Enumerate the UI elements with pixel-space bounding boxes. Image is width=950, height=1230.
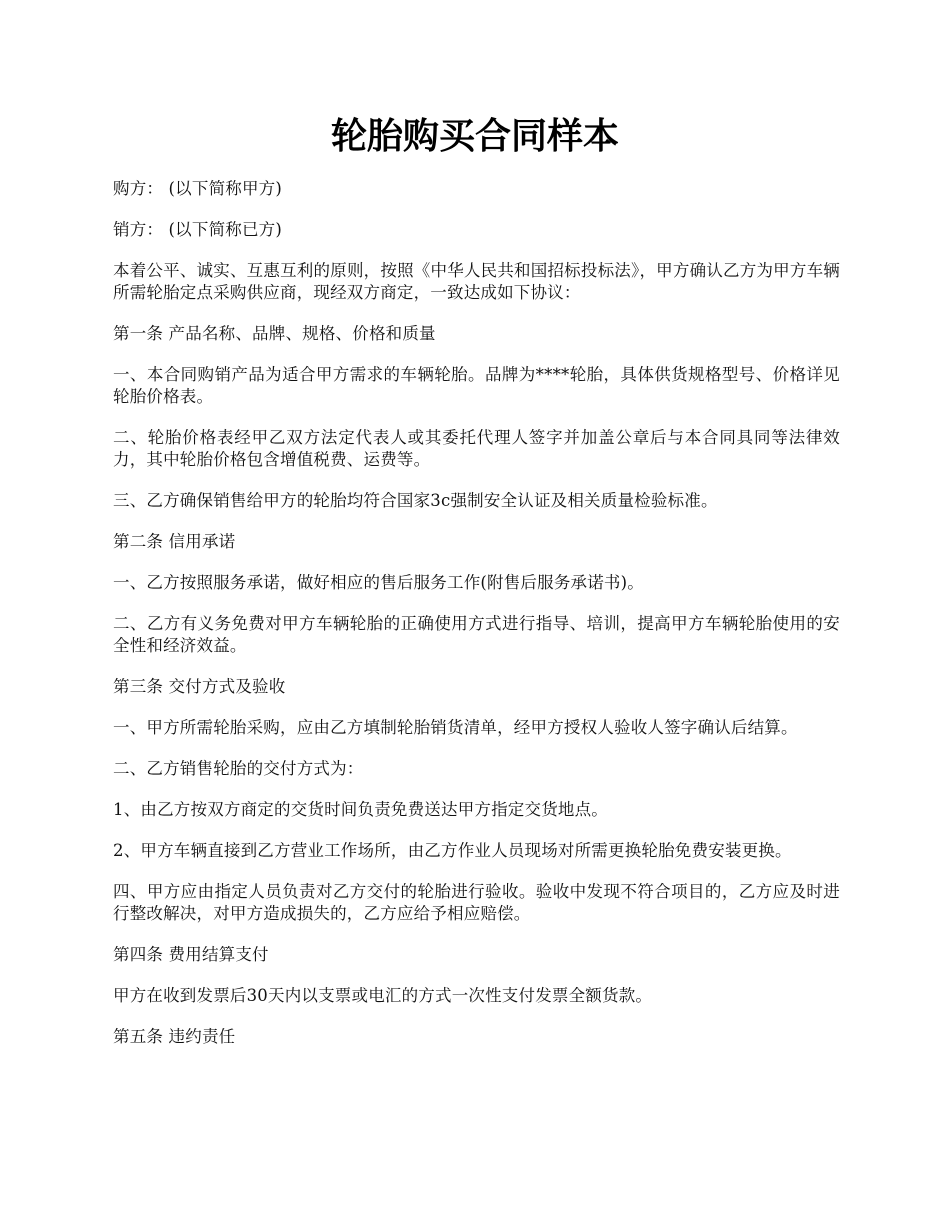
article-2-clause-1: 一、乙方按照服务承诺，做好相应的售后服务工作(附售后服务承诺书)。: [113, 573, 644, 592]
paragraph-seller: 销方： (以下简称已方): [113, 220, 283, 239]
article-2-clause-2: 二、乙方有义务免费对甲方车辆轮胎的正确使用方式进行指导、培训，提高甲方车辆轮胎使用的安全性和经济效益。: [113, 614, 840, 655]
article-3-clause-1: 一、甲方所需轮胎采购，应由乙方填制轮胎销货清单，经甲方授权人验收人签字确认后结算。: [113, 718, 798, 737]
article-3-subitem-2: 2、甲方车辆直接到乙方营业工作场所，由乙方作业人员现场对所需更换轮胎免费安装更换。: [113, 841, 792, 860]
article-2-heading: 第二条 信用承诺: [113, 532, 236, 551]
article-3-subitem-1: 1、由乙方按双方商定的交货时间负责免费送达甲方指定交货地点。: [113, 800, 608, 819]
article-1-clause-2: 二、轮胎价格表经甲乙双方法定代表人或其委托代理人签字并加盖公章后与本合同具同等法律效力，其中轮胎价格包含增值税费、运费等。: [113, 428, 840, 469]
article-3-clause-4: 四、甲方应由指定人员负责对乙方交付的轮胎进行验收。验收中发现不符合项目的，乙方应及时进行整改解决，对甲方造成损失的，乙方应给予相应赔偿。: [113, 882, 840, 923]
article-5-heading: 第五条 违约责任: [113, 1027, 236, 1046]
article-4-heading: 第四条 费用结算支付: [113, 945, 269, 964]
paragraph-buyer: 购方： (以下简称甲方): [113, 179, 283, 198]
article-1-clause-1: 一、本合同购销产品为适合甲方需求的车辆轮胎。品牌为****轮胎，具体供货规格型号、价格详见轮胎价格表。: [113, 365, 840, 406]
document-body: [113, 178, 840, 1067]
article-3-clause-2: 二、乙方销售轮胎的交付方式为：: [113, 759, 364, 778]
article-3-heading: 第三条 交付方式及验收: [113, 677, 286, 696]
document-title: 轮胎购买合同样本: [330, 115, 619, 157]
article-1-clause-3: 三、乙方确保销售给甲方的轮胎均符合国家3c强制安全认证及相关质量检验标准。: [113, 491, 718, 510]
article-4-body: 甲方在收到发票后30天内以支票或电汇的方式一次性支付发票全额货款。: [113, 986, 653, 1005]
article-1-heading: 第一条 产品名称、品牌、规格、价格和质量: [113, 324, 436, 343]
paragraph-preamble: 本着公平、诚实、互惠互利的原则，按照《中华人民共和国招标投标法》，甲方确认乙方为甲方车辆所需轮胎定点采购供应商，现经双方商定，一致达成如下协议：: [113, 261, 840, 302]
